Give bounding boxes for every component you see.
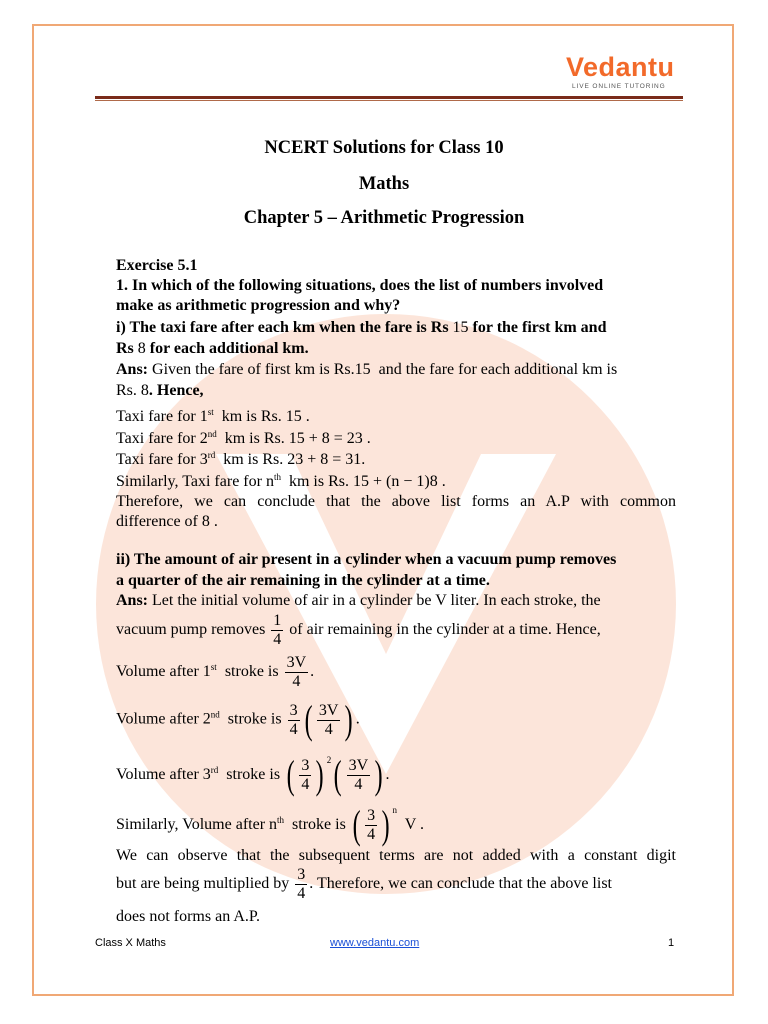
fraction-3v-4: $\frac{3V}{4}$ — [286, 654, 307, 690]
vedantu-logo — [566, 52, 686, 92]
fraction-one-quarter: $\frac{1}{4}$ — [273, 612, 282, 648]
header-rule-thin — [95, 100, 683, 101]
brand-tagline: LIVE ONLINE TUTORING — [572, 83, 666, 90]
part-ii-line-1: ii) The amount of air present in a cylinder when a vacuum pump removes — [116, 551, 617, 568]
doc-subject: Maths — [358, 174, 410, 194]
fare-1: Taxi fare for 1st km is Rs. 15 . — [116, 407, 310, 425]
observation-line-1: We can observe that the subsequent terms are not added with a constant digit — [116, 847, 676, 864]
exercise-heading: Exercise 5.1 — [116, 257, 198, 274]
fraction-3-4: $\frac{3}{4}$ — [301, 756, 310, 793]
question-1-line-1: 1. In which of the following situations, does the list of numbers involved — [116, 277, 604, 294]
answer-1-line-2: Rs. 8. Hence, — [116, 382, 204, 399]
header-rule — [95, 96, 683, 99]
footer-page-number: 1 — [668, 937, 675, 949]
question-1-line-2: make as arithmetic progression and why? — [116, 297, 401, 314]
fraction-3v-4: $\frac{3V}{4}$ — [348, 756, 369, 793]
fraction-3-4: $\frac{3}{4}$ — [367, 806, 376, 843]
doc-title: NCERT Solutions for Class 10 — [264, 138, 504, 158]
volume-1: Volume after 1st stroke is $\frac{3V}{4}$ . — [116, 654, 315, 690]
volume-3: Volume after 3rd stroke is ( $\frac{3}{4}$ ) $^2$( $\frac{3V}{4}$ ) . — [116, 752, 390, 798]
fraction-3v-4: $\frac{3V}{4}$ — [318, 701, 339, 738]
footer-class: Class X Maths — [95, 937, 166, 949]
volume-n: Similarly, Volume after $n^{th}$ stroke is ( $\frac{3}{4}$ ) $^n$ V . — [116, 802, 424, 848]
doc-chapter: Chapter 5 – Arithmetic Progression — [243, 208, 525, 228]
conclusion-1-line-2: difference of 8 . — [116, 513, 218, 530]
fraction-3-4: $\frac{3}{4}$ — [297, 866, 306, 902]
answer-2-line-1: Ans: Let the initial volume of air in a cylinder be V liter. In each stroke, the — [116, 592, 601, 609]
observation-line-3: does not forms an A.P. — [116, 908, 260, 925]
observation-line-2: but are being multiplied by $\frac{3}{4}$ . Therefore, we can conclude that the above list — [116, 866, 612, 902]
volume-2: Volume after 2nd stroke is $\frac{3}{4}$ ( $\frac{3V}{4}$ ) . — [116, 697, 360, 742]
conclusion-1-line-1: Therefore, we can conclude that the above list forms an A.P with common — [116, 493, 676, 510]
answer-1-line-1: Ans: Given the fare of first km is Rs.15 and the fare for each additional km is — [116, 361, 618, 378]
fare-3: Taxi fare for 3rd km is Rs. 23 + 8 = 31. — [116, 450, 366, 468]
footer-website-link[interactable]: www.vedantu.com — [330, 937, 420, 949]
part-i-line-1: i) The taxi fare after each km when the fare is Rs 15 for the first km and — [116, 319, 607, 336]
part-ii-line-2: a quarter of the air remaining in the cylinder at a time. — [116, 572, 490, 589]
answer-2-line-2: vacuum pump removes $\frac{1}{4}$ of air remaining in the cylinder at a time. Hence, — [116, 612, 601, 648]
fraction-3-4: $\frac{3}{4}$ — [289, 701, 298, 738]
fare-n: Similarly, Taxi fare for $n^{th}$ km is Rs. 15 + (n − 1)8 . — [116, 472, 446, 490]
brand-name: Vedantu — [566, 52, 675, 82]
fare-2: Taxi fare for 2nd km is Rs. 15 + 8 = 23 . — [116, 429, 371, 447]
part-i-line-2: Rs 8 for each additional km. — [116, 340, 309, 357]
